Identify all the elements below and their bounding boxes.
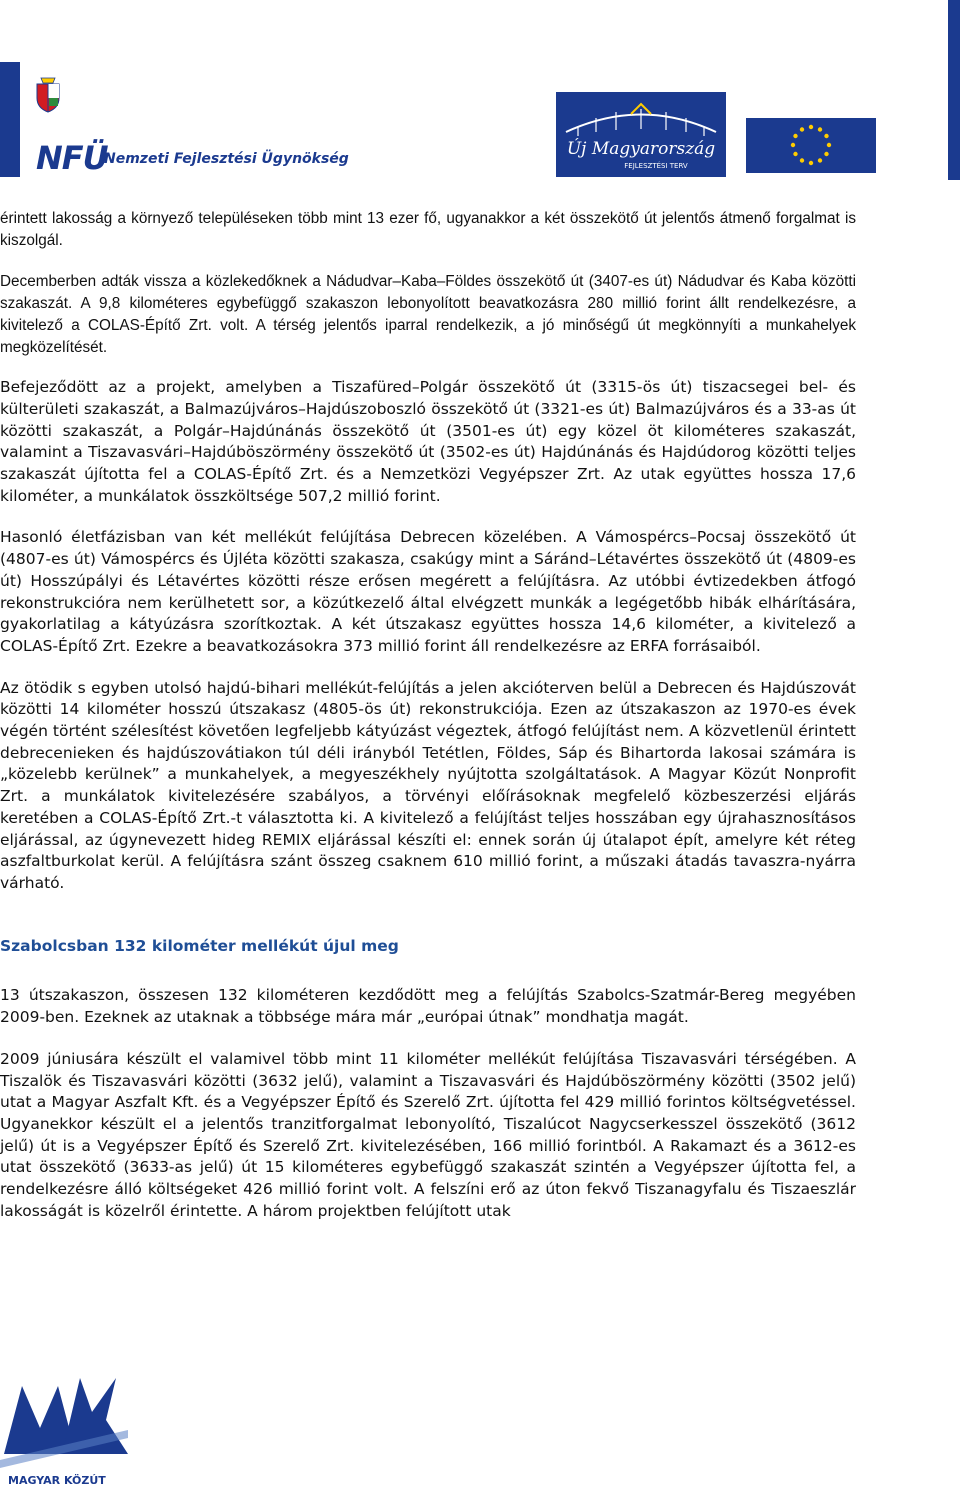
uj-magyarorszag-logo	[556, 92, 726, 177]
paragraph-vamospercs: Hasonló életfázisban van két mellékút felújítása Debrecen közelében. A Vámospércs–Pocsaj összekötő út (4807-es út) Vámospércs és Újléta közötti szakasza, csakúgy mint a Sáránd–Létavértes összekötő út (4809-es út) Hosszúpályi és Létavértes közötti része erősen megérett a felújításra. Az utóbbi évtizedekben átfogó rekonstrukcióra nem kerülhetett sor, a közútkezelő által elvégzett munkák a legégetőbb hibák elhárítására, gyakorlatilag a kátyúzásra szorítkoztak. A két útszakasz együttes hossza 14,6 kilométer, a kivitelező a COLAS-Építő Zrt. Ezekre a beavatkozásokra 373 millió forint áll rendelkezésre az ERFA forrásaiból.	[0, 528, 856, 655]
magyar-kozut-text: MAGYAR KÖZÚT	[8, 1474, 106, 1486]
umft-subtitle: FEJLESZTÉSI TERV	[624, 162, 688, 170]
paragraph-hajduszovat: Az ötödik s egyben utolsó hajdú-bihari mellékút-felújítás a jelen akcióterven belül a Debrecen és Hajdúszovát közötti 14 kilométer hosszú útszakasz (4805-ös út) rekonstrukciója. Ezen az útszakaszon az 1970-es évek végén történt szélesítést követően legfeljebb kátyúzást végeztek, átfogó felújítást nem. A közvetlenül érintett debrecenieken és hajdúszovátiakon túl déli irányból Tetétlen, Földes, Sáp és Bihartorda lakosai számára is „közelebb kerülnek” a munkahelyek, a megyeszékhely nyújtotta szolgáltatások. A Magyar Közút Nonprofit Zrt. a munkálatok kivitelezésére szabályos, a törvényi előírásoknak megfelelő közbeszerzési eljárás keretében a COLAS-Építő Zrt.-t választotta ki. A kivitelező a felújítást teljes hosszában egy újrahasznosításos eljárással, az úgynevezett hideg REMIX eljárással készíti el: ennek során új útalapot épít, amelyre két réteg aszfaltburkolat kerül. A felújításra szánt összeg csaknem 610 millió forint, a műszaki átadás tavaszra-nyárra várható.	[0, 678, 856, 892]
eu-flag-icon	[746, 118, 876, 173]
nfu-logo	[0, 62, 349, 177]
page-header	[0, 0, 960, 180]
section-heading: Szabolcsban 132 kilométer mellékút újul meg	[0, 936, 399, 955]
paragraph-szabolcs: 13 útszakaszon, összesen 132 kilométeren kezdődött meg a felújítás Szabolcs-Szatmár-Bereg megyében 2009-ben. Ezeknek az utaknak a többsége mára már „európai útnak” mondhatja magát.	[0, 986, 856, 1027]
umft-title: Új Magyarország	[566, 139, 716, 159]
nfu-blue-bar	[0, 62, 20, 177]
header-right-bar	[948, 0, 960, 180]
article-body	[0, 208, 856, 1222]
paragraph-intro: érintett lakosság a környező településeken több mint 13 ezer fő, ugyanakkor a két összekötő út jelentős átmenő forgalmat is kiszolgál.	[0, 210, 856, 249]
hungarian-crest-icon	[33, 76, 63, 114]
paragraph-tiszavasvari: 2009 júniusára készült el valamivel több mint 11 kilométer mellékút felújítása Tiszavasvári térségében. A Tiszalök és Tiszavasvári közötti (3632 jelű), valamint a Tiszavasvári és Hajdúböszörmény közötti (3502 jelű) utat a Magyar Aszfalt Kft. és a Vegyépszer Építő és Szerelő Zrt. újította fel 429 millió forintos költségvetéssel. Ugyanekkor készült el a jelentős tranzitforgalmat lebonyolító, Tiszalúcot Nagycserkesszel összekötő (3612 jelű) út is a Vegyépszer Építő és Szerelő Zrt. kivitelezésében, 166 millió forintból. A Rakamazt és a 3612-es utat összekötő (3633-as jelű) út 15 kilométeres egybefüggő szakaszát szintén a Vegyépszer újította fel, a rendelkezésre álló költségeket 426 millió forint volt. A felszíni erő az úton fekvő Tiszanagyfalu és Tiszaeszlár lakosságát is közelről érintette. A három projektben felújított utak	[0, 1049, 856, 1220]
magyar-kozut-logo	[0, 1368, 130, 1486]
nfu-agency-name: Nemzeti Fejlesztési Ügynökség	[104, 151, 349, 167]
nfu-letters: NFÜ	[36, 139, 108, 177]
paragraph-tiszafured: Befejeződött az a projekt, amelyben a Tiszafüred–Polgár összekötő út (3315-ös út) tiszacsegei bel- és külterületi szakaszát, a Balmazújváros–Hajdúszoboszló összekötő út (3321-es út) Balmazújváros és a 33-as út közötti szakaszát, a Polgár–Hajdúnánás összekötő út (3501-es út) egy közel öt kilométeres szakaszát, valamint a Tiszavasvári–Hajdúböszörmény összekötő út (3502-es út) Hajdúnánás és Hajdúdorog közötti teljes szakaszát újította fel a COLAS-Építő Zrt. és a Nemzetközi Vegyépszer Zrt. Az utak együttes hossza 17,6 kilométer, a munkálatok összköltsége 507,2 millió forint.	[0, 378, 856, 505]
paragraph-nadudvar: Decemberben adták vissza a közlekedőknek a Nádudvar–Kaba–Földes összekötő út (3407-es út) Nádudvar és Kaba közötti szakaszát. A 9,8 kilométeres egybefüggő szakaszon lebonyolított beavatkozásra 280 millió forint állt rendelkezésre, a kivitelező a COLAS-Építő Zrt. volt. A térség jelentős iparral rendelkezik, a jó minőségű út megkönnyíti a munkahelyek megközelítését.	[0, 273, 856, 356]
